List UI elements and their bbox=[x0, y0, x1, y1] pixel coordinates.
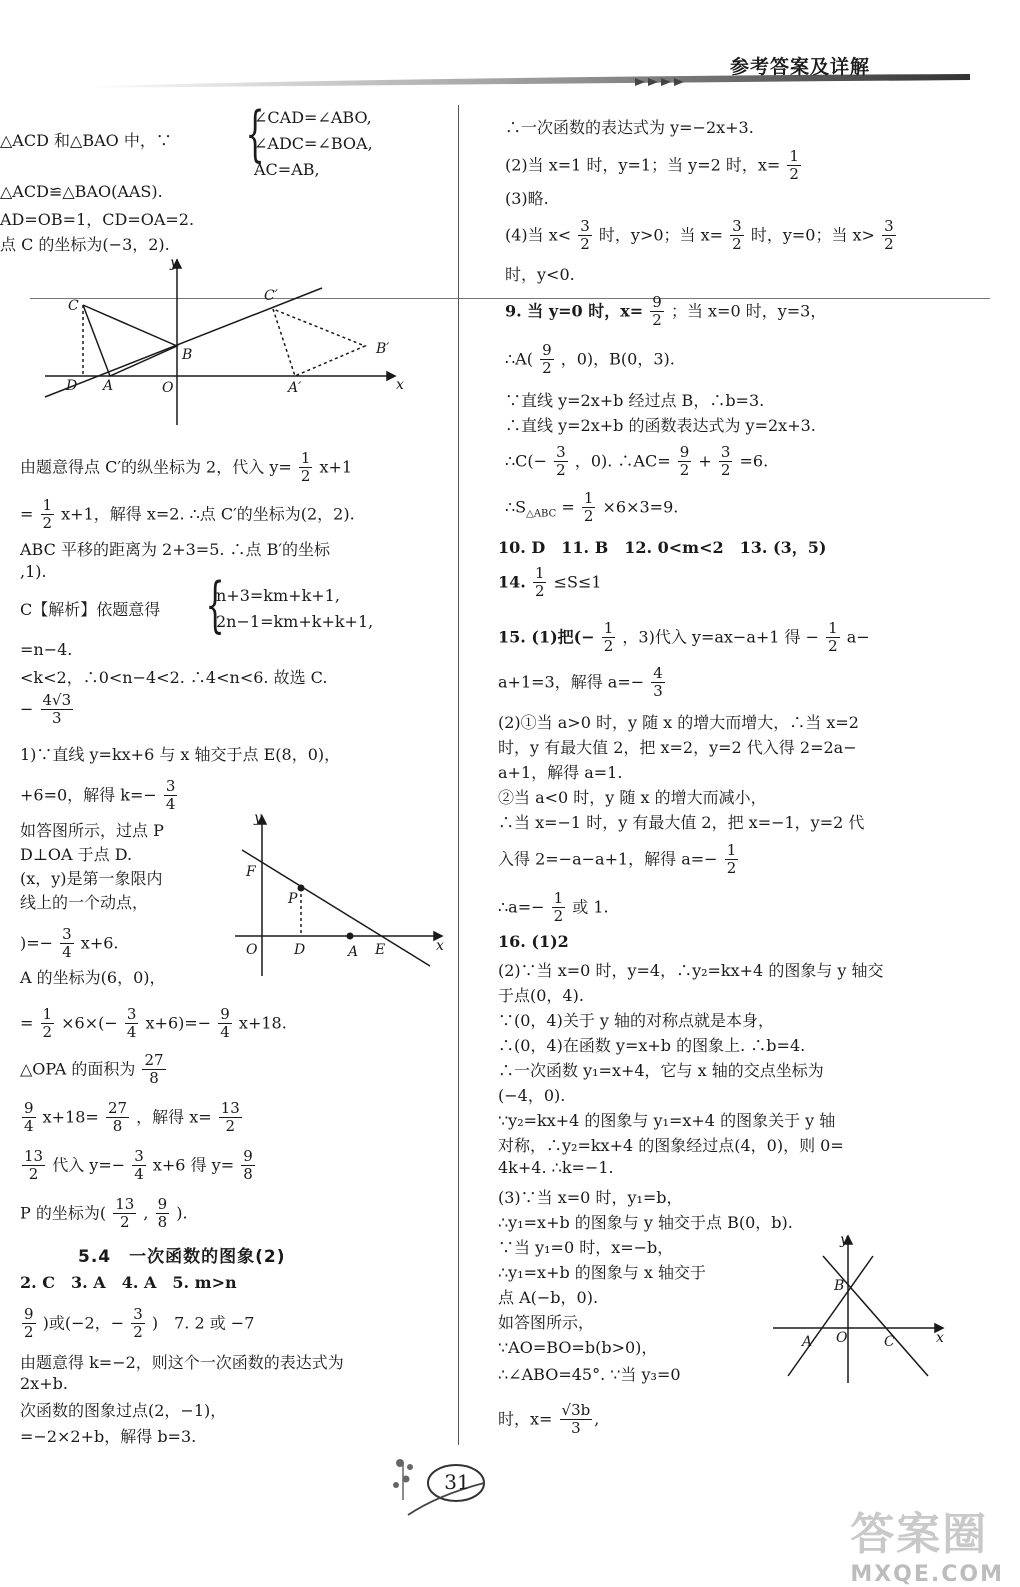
text: +6=0，解得 k=− bbox=[20, 785, 157, 805]
fraction: $\frac{9}{2}$ bbox=[24, 1305, 34, 1342]
right-line bbox=[505, 148, 803, 184]
left-line bbox=[20, 497, 355, 533]
text: )=− bbox=[20, 933, 54, 953]
figure-translation-diagram bbox=[40, 255, 410, 430]
text: = bbox=[20, 1013, 34, 1033]
watermark-main: 答案圈 bbox=[850, 1509, 989, 1560]
text: x+6)=− bbox=[145, 1013, 212, 1033]
fraction: $\frac{9}{8}$ bbox=[243, 1147, 253, 1184]
left-line: 次函数的图象过点(2，−1)， bbox=[20, 1401, 227, 1420]
header-decoration bbox=[0, 0, 1020, 100]
right-line: ∵(0，4)关于 y 轴的对称点就是本身， bbox=[498, 1011, 775, 1030]
left-line: ABC 平移的距离为 2+3=5. ∴点 B′的坐标 bbox=[20, 540, 331, 559]
fraction: $\frac{13}{2}$ bbox=[220, 1099, 240, 1136]
fraction: $\frac{1}{2}$ bbox=[553, 889, 564, 926]
header-title: 参考答案及详解 bbox=[729, 56, 870, 78]
fraction: $\frac{27}{8}$ bbox=[107, 1099, 128, 1136]
left-line: C【解析】依题意得 bbox=[20, 600, 161, 619]
text: 15. (1)把(− bbox=[498, 627, 595, 647]
right-line bbox=[505, 342, 675, 378]
left-line bbox=[20, 1148, 257, 1184]
left-line bbox=[20, 778, 179, 814]
fraction: $\frac{1}{2}$ bbox=[789, 147, 799, 184]
fig2-label-x: x bbox=[436, 938, 444, 954]
text: ，0). ∴AC= bbox=[574, 451, 671, 471]
fig1-label-a-prime: A′ bbox=[288, 380, 302, 396]
right-line: 时，y<0. bbox=[505, 265, 575, 284]
text: 由题意得点 C′的纵坐标为 2，代入 y= bbox=[20, 457, 292, 477]
text: 9. 当 y=0 时，x= bbox=[505, 301, 644, 321]
right-line bbox=[498, 842, 740, 878]
fraction: $\frac{4√3}{3}$ bbox=[42, 691, 72, 728]
text: x+18. bbox=[238, 1013, 287, 1033]
fig2-label-d: D bbox=[294, 942, 306, 958]
right-line: ∴∠ABO=45°. ∵当 y₃=0 bbox=[498, 1365, 681, 1384]
subscript: △ABC bbox=[526, 508, 557, 520]
right-line: ∴当 x=−1 时，y 有最大值 2，把 x=−1，y=2 代 bbox=[498, 813, 865, 832]
fraction: $\frac{3}{2}$ bbox=[556, 443, 566, 480]
fig2-label-y: y bbox=[254, 810, 262, 826]
text: 14. bbox=[498, 572, 526, 592]
left-line: ∠CAD=∠ABO, bbox=[254, 108, 372, 127]
fraction: $\frac{13}{2}$ bbox=[24, 1147, 44, 1184]
fraction: $\frac{3}{4}$ bbox=[62, 925, 72, 962]
right-line: ∵直线 y=2x+b 经过点 B，∴b=3. bbox=[505, 391, 765, 410]
fraction: $\frac{3}{4}$ bbox=[126, 1005, 137, 1042]
fraction: $\frac{√3b}{3}$ bbox=[561, 1401, 591, 1438]
text: △OPA 的面积为 bbox=[20, 1059, 136, 1079]
text: 时，y=0；当 x> bbox=[750, 225, 875, 245]
left-line: ∠ADC=∠BOA, bbox=[254, 134, 373, 153]
fig2-label-o: O bbox=[246, 942, 258, 958]
left-line: D⊥OA 于点 D. bbox=[20, 845, 133, 864]
brace-icon: { bbox=[205, 570, 225, 640]
left-line bbox=[20, 1306, 254, 1342]
right-line: (2)①当 a>0 时，y 随 x 的增大而增大，∴当 x=2 bbox=[498, 713, 859, 732]
fig1-label-c: C bbox=[68, 298, 79, 314]
column-divider bbox=[458, 105, 459, 1445]
fraction: $\frac{9}{4}$ bbox=[24, 1099, 34, 1136]
figure-area-diagram bbox=[230, 808, 450, 978]
fraction: $\frac{1}{2}$ bbox=[42, 1005, 53, 1042]
text: = bbox=[561, 497, 575, 517]
left-line: A 的坐标为(6，0)， bbox=[20, 968, 166, 987]
right-line: 对称，∴y₂=kx+4 的图象经过点(4，0)，则 0= bbox=[498, 1136, 844, 1155]
fraction: $\frac{3}{2}$ bbox=[133, 1305, 143, 1342]
left-line bbox=[20, 450, 352, 486]
watermark bbox=[850, 1498, 1004, 1587]
left-line: <k<2，∴0<n−4<2. ∴4<n<6. 故选 C. bbox=[20, 668, 328, 687]
text: ∴a=− bbox=[498, 897, 545, 917]
text: − bbox=[20, 699, 34, 719]
left-line: =−2×2+b，解得 b=3. bbox=[20, 1427, 197, 1446]
fraction: $\frac{1}{2}$ bbox=[534, 564, 545, 601]
fig3-label-b: B bbox=[834, 1278, 845, 1294]
text: , bbox=[143, 1203, 149, 1223]
fraction: $\frac{9}{4}$ bbox=[220, 1005, 230, 1042]
text: ) 7. 2 或 −7 bbox=[151, 1313, 255, 1333]
right-line bbox=[505, 294, 826, 330]
left-line bbox=[20, 1196, 188, 1232]
fig3-label-a: A bbox=[802, 1334, 813, 1350]
text: 代入 y=− bbox=[52, 1155, 126, 1175]
left-line: 1)∵直线 y=kx+6 与 x 轴交于点 E(8，0)， bbox=[20, 745, 341, 764]
right-line: 16. (1)2 bbox=[498, 932, 569, 951]
section-title: 5.4 一次函数的图象(2) bbox=[78, 1247, 286, 1267]
left-line bbox=[20, 1100, 244, 1136]
fraction: $\frac{3}{4}$ bbox=[134, 1147, 144, 1184]
left-line: 2. C 3. A 4. A 5. m>n bbox=[20, 1273, 237, 1292]
text: △ACD 和△BAO 中，∵ bbox=[0, 131, 172, 150]
right-line bbox=[498, 665, 667, 701]
fig2-label-e: E bbox=[375, 942, 386, 958]
text: ×6×(− bbox=[61, 1013, 118, 1033]
fraction: $\frac{1}{2}$ bbox=[300, 449, 311, 486]
right-line: ∵当 y₁=0 时，x=−b， bbox=[498, 1238, 674, 1257]
right-line: ∴一次函数 y₁=x+4，它与 x 轴的交点坐标为 bbox=[498, 1061, 824, 1080]
fraction: $\frac{1}{2}$ bbox=[42, 496, 53, 533]
left-line bbox=[20, 692, 75, 728]
left-line: =n−4. bbox=[20, 640, 73, 659]
fig3-label-o: O bbox=[836, 1330, 848, 1346]
fraction: $\frac{1}{2}$ bbox=[583, 489, 594, 526]
right-line: 如答图所示， bbox=[498, 1313, 595, 1332]
text: =6. bbox=[739, 451, 769, 471]
right-line bbox=[498, 890, 609, 926]
text: 时，y>0；当 x= bbox=[598, 225, 724, 245]
text: a− bbox=[846, 627, 870, 647]
left-line: 2n−1=km+k+k+1, bbox=[216, 612, 374, 631]
fraction: $\frac{9}{2}$ bbox=[679, 443, 690, 480]
fraction: $\frac{3}{2}$ bbox=[884, 217, 894, 254]
text: + bbox=[698, 451, 712, 471]
fraction: $\frac{3}{2}$ bbox=[720, 443, 731, 480]
figure-symmetry-diagram bbox=[768, 1228, 958, 1388]
fig1-label-o: O bbox=[162, 380, 174, 396]
right-line: ∴直线 y=2x+b 的函数表达式为 y=2x+3. bbox=[505, 416, 816, 435]
text: ∴C(− bbox=[505, 451, 548, 471]
text: ∴S bbox=[505, 497, 527, 517]
fig2-label-p: P bbox=[288, 891, 298, 907]
fraction: $\frac{9}{8}$ bbox=[157, 1195, 168, 1232]
right-line: 于点(0，4). bbox=[498, 986, 584, 1005]
text: x+6. bbox=[80, 933, 119, 953]
fig2-label-a: A bbox=[348, 944, 359, 960]
right-line: 10. D 11. B 12. 0<m<2 13. (3，5) bbox=[498, 538, 827, 557]
fraction: $\frac{1}{2}$ bbox=[828, 619, 838, 656]
text: ≤S≤1 bbox=[553, 572, 602, 592]
fraction: $\frac{3}{2}$ bbox=[580, 217, 590, 254]
text: (4)当 x< bbox=[505, 225, 572, 245]
text: ，解得 x= bbox=[136, 1107, 212, 1127]
fraction: $\frac{3}{4}$ bbox=[165, 777, 176, 814]
right-line bbox=[505, 218, 898, 254]
left-line bbox=[20, 1006, 287, 1042]
right-line: 点 A(−b，0). bbox=[498, 1288, 599, 1307]
fig1-label-c-prime: C′ bbox=[264, 288, 278, 304]
right-line bbox=[498, 620, 870, 656]
text: )或(−2，− bbox=[42, 1313, 125, 1333]
text: 入得 2=−a−a+1，解得 a=− bbox=[498, 849, 718, 869]
text: ；当 x=0 时，y=3， bbox=[670, 301, 827, 321]
text: ，3)代入 y=ax−a+1 得 − bbox=[622, 627, 820, 647]
fig3-label-c: C bbox=[884, 1334, 895, 1350]
fig1-label-a: A bbox=[103, 378, 114, 394]
fig2-label-f: F bbox=[246, 864, 256, 880]
text: x+1 bbox=[319, 457, 353, 477]
right-line: ∴y₁=x+b 的图象与 x 轴交于 bbox=[498, 1263, 706, 1282]
right-line: ∴y₁=x+b 的图象与 y 轴交于点 B(0，b). bbox=[498, 1213, 793, 1232]
text: 或 1. bbox=[572, 897, 609, 917]
text: ×6×3=9. bbox=[602, 497, 679, 517]
left-line: AD=OB=1，CD=OA=2. bbox=[0, 210, 195, 229]
right-line: ∴(0，4)在函数 y=x+b 的图象上. ∴b=4. bbox=[498, 1036, 806, 1055]
fraction: $\frac{9}{2}$ bbox=[652, 293, 662, 330]
fraction: $\frac{13}{2}$ bbox=[115, 1195, 135, 1232]
text: 时，x= bbox=[498, 1409, 553, 1429]
fraction: $\frac{4}{3}$ bbox=[653, 664, 663, 701]
page-number: 31 bbox=[444, 1470, 470, 1494]
fig3-label-x: x bbox=[936, 1330, 944, 1346]
text: (2)当 x=1 时，y=1；当 y=2 时，x= bbox=[505, 155, 781, 175]
right-line: 时，x= $\frac{√3b}{3}$ , bbox=[498, 1401, 600, 1438]
right-line: (2)∵当 x=0 时，y=4，∴y₂=kx+4 的图象与 y 轴交 bbox=[498, 961, 884, 980]
left-line bbox=[20, 1052, 168, 1088]
text: x+6 得 y= bbox=[152, 1155, 235, 1175]
right-line: (3)略. bbox=[505, 189, 549, 208]
text: = bbox=[20, 504, 34, 524]
text: ). bbox=[176, 1203, 188, 1223]
fig1-label-b-prime: B′ bbox=[376, 341, 390, 357]
left-line: ,1). bbox=[20, 562, 47, 581]
right-line bbox=[505, 444, 768, 480]
left-line bbox=[0, 128, 172, 151]
left-line: AC=AB, bbox=[254, 160, 320, 179]
left-line: n+3=km+k+1, bbox=[216, 586, 340, 605]
right-line: 4k+4. ∴k=−1. bbox=[498, 1158, 614, 1177]
right-line bbox=[505, 490, 678, 526]
right-line: ②当 a<0 时，y 随 x 的增大而减小， bbox=[498, 788, 767, 807]
fraction: $\frac{9}{2}$ bbox=[542, 341, 552, 378]
brace-icon: { bbox=[245, 99, 265, 169]
right-line: ∴一次函数的表达式为 y=−2x+3. bbox=[505, 118, 754, 137]
right-line: (3)∵当 x=0 时，y₁=b， bbox=[498, 1188, 683, 1207]
fraction: $\frac{1}{2}$ bbox=[726, 841, 737, 878]
fig3-label-y: y bbox=[840, 1232, 848, 1248]
right-line: (−4，0). bbox=[498, 1086, 566, 1105]
right-line: 时，y 有最大值 2，把 x=2，y=2 代入得 2=2a− bbox=[498, 738, 857, 757]
right-line: a+1，解得 a=1. bbox=[498, 763, 623, 782]
left-line: 由题意得 k=−2，则这个一次函数的表达式为 bbox=[20, 1353, 344, 1372]
left-line: 2x+b. bbox=[20, 1374, 68, 1393]
left-line: △ACD≌△BAO(AAS). bbox=[0, 182, 163, 201]
text: P 的坐标为( bbox=[20, 1203, 107, 1223]
left-line bbox=[20, 926, 119, 962]
right-line: ∵AO=BO=b(b>0)， bbox=[498, 1338, 658, 1357]
left-line: 如答图所示，过点 P bbox=[20, 821, 164, 840]
fig1-label-b: B bbox=[182, 347, 193, 363]
left-line: (x，y)是第一象限内 bbox=[20, 869, 163, 888]
fraction: $\frac{3}{2}$ bbox=[732, 217, 742, 254]
text: x+1，解得 x=2. ∴点 C′的坐标为(2，2). bbox=[61, 504, 355, 524]
text: ，0)，B(0，3). bbox=[560, 349, 675, 369]
right-line: ∵y₂=kx+4 的图象与 y₁=x+4 的图象关于 y 轴 bbox=[498, 1111, 836, 1130]
fig1-label-y: y bbox=[170, 255, 178, 271]
fraction: $\frac{27}{8}$ bbox=[144, 1051, 164, 1088]
text: x+18= bbox=[42, 1107, 99, 1127]
right-line bbox=[498, 565, 602, 601]
fraction: $\frac{1}{2}$ bbox=[603, 619, 614, 656]
watermark-url: MXQE.COM bbox=[850, 1562, 1004, 1587]
fig1-label-d: D bbox=[66, 378, 78, 394]
left-line: 点 C 的坐标为(−3，2). bbox=[0, 235, 170, 254]
fig1-label-x: x bbox=[396, 377, 404, 393]
text: ∴A( bbox=[505, 349, 533, 369]
text: a+1=3，解得 a=− bbox=[498, 672, 645, 692]
left-line: 线上的一个动点， bbox=[20, 893, 149, 912]
